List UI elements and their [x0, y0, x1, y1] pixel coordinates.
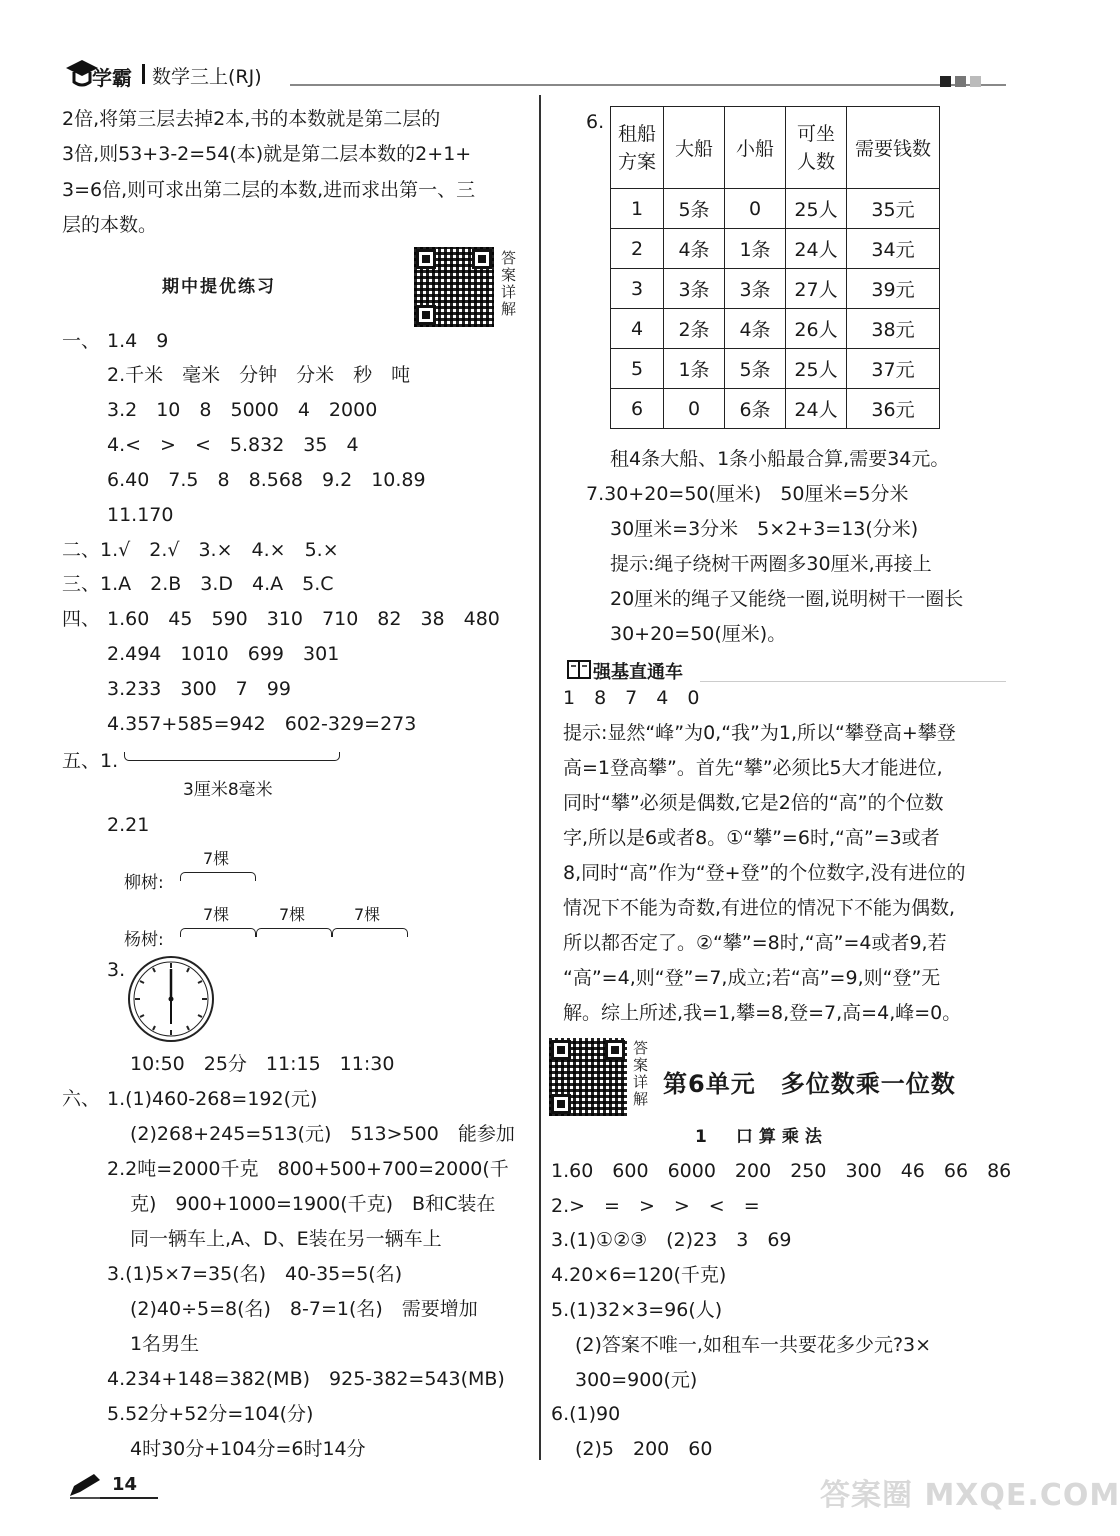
lesson-line: 5.(1)32×3=96(人) [551, 1299, 723, 1321]
table-cell: 1条 [664, 349, 725, 389]
answer-line: 11.170 [107, 504, 174, 526]
table-cell: 5条 [664, 189, 725, 229]
answer-line: 4.< > < 5.832 35 4 [107, 434, 359, 456]
poplar-count-2: 7棵 [279, 905, 306, 924]
table-row [611, 269, 940, 309]
poplar-brace-2 [256, 928, 332, 937]
hint-line: 所以都否定了。②“攀”=8时,“高”=4或者9,若 [563, 932, 947, 954]
unit-title: 第6单元 多位数乘一位数 [663, 1070, 956, 1098]
table-cell: 4条 [725, 309, 786, 349]
table-cell: 6条 [725, 389, 786, 429]
answer-line: 6.40 7.5 8 8.568 9.2 10.89 [107, 469, 426, 491]
table-cell: 3条 [725, 269, 786, 309]
table-cell: 3 [611, 269, 664, 309]
table-cell: 24人 [786, 229, 847, 269]
table-cell: 2 [611, 229, 664, 269]
rental-table [610, 106, 940, 429]
section-3-line: 三、1.A 2.B 3.D 4.A 5.C [62, 573, 334, 595]
header-squares [940, 72, 981, 91]
table-cell: 38元 [847, 309, 940, 349]
table-cell: 6 [611, 389, 664, 429]
answer-digits: 1 8 7 4 0 [563, 687, 700, 709]
table-row [611, 229, 940, 269]
question-7-line: 30厘米=3分米 5×2+3=13(分米) [610, 518, 919, 540]
question-7-line: 提示:绳子绕树干两圈多30厘米,再接上 [610, 553, 932, 575]
answer-line: 1.60 45 590 310 710 82 38 480 [107, 608, 500, 630]
section-4-label: 四、 [62, 608, 101, 630]
section-title-midterm: 期中提优练习 [162, 277, 276, 297]
section-5-label: 五、1. [62, 750, 119, 772]
qr-code-icon[interactable] [549, 1038, 627, 1116]
segment-brace [124, 752, 340, 761]
hint-line: 高=1登高攀”。首先“攀”必须比5大才能进位, [563, 757, 943, 779]
answer-line: 4.357+585=942 602-329=273 [107, 713, 417, 735]
lesson-line: 3.(1)①②③ (2)23 3 69 [551, 1229, 792, 1251]
lesson-line: 1.60 600 6000 200 250 300 46 66 86 [551, 1160, 1012, 1182]
table-cell: 27人 [786, 269, 847, 309]
intro-line: 3倍,则53+3-2=54(本)就是第二层本数的2+1+ [62, 143, 472, 165]
table-row [611, 389, 940, 429]
intro-line: 层的本数。 [62, 214, 158, 236]
poplar-brace-1 [180, 928, 256, 937]
hint-line: 情况下不能为奇数,有进位的情况下不能为偶数, [563, 897, 956, 919]
header-divider [142, 64, 145, 84]
lesson-line: (2)答案不唯一,如租车一共要花多少元?3× [575, 1334, 932, 1356]
footer-rule [100, 1497, 158, 1499]
answer-line: 4.234+148=382(MB) 925-382=543(MB) [107, 1368, 505, 1390]
section-2-line: 二、1.√ 2.√ 3.× 4.× 5.× [62, 539, 339, 561]
lesson-line: 2.> = > > < = [551, 1195, 760, 1217]
willow-brace [180, 872, 256, 881]
table-header: 大船 [664, 107, 725, 189]
header-book-title: 数学三上(RJ) [152, 66, 262, 88]
table-header: 需要钱数 [847, 107, 940, 189]
hint-line: 同时“攀”必须是偶数,它是2倍的“高”的个位数 [563, 792, 944, 814]
table-cell: 25人 [786, 189, 847, 229]
poplar-count-1: 7棵 [203, 905, 230, 924]
lesson-title: 1 口算乘法 [695, 1127, 828, 1147]
answer-line: 3.(1)5×7=35(名) 40-35=5(名) [107, 1263, 403, 1285]
book-icon [567, 659, 591, 681]
answer-line: 1.4 9 [107, 330, 169, 352]
answer-line: 2.21 [107, 814, 150, 836]
table-cell: 4条 [664, 229, 725, 269]
table-cell: 36元 [847, 389, 940, 429]
table-cell: 26人 [786, 309, 847, 349]
table-header: 可坐人数 [786, 107, 847, 189]
table-cell: 3条 [664, 269, 725, 309]
page-number: 14 [112, 1474, 138, 1495]
table-header: 租船方案 [611, 107, 664, 189]
answer-line: 4时30分+104分=6时14分 [130, 1438, 366, 1460]
lesson-line: (2)5 200 60 [575, 1438, 713, 1460]
answer-line: 2.2吨=2000千克 800+500+700=2000(千 [107, 1158, 509, 1180]
hint-line: 8,同时“高”作为“登+登”的个位数字,没有进位的 [563, 862, 966, 884]
header-rule [290, 84, 1006, 86]
answer-line: (2)268+245=513(元) 513>500 能参加 [130, 1123, 515, 1145]
table-cell: 5条 [725, 349, 786, 389]
answer-line: 3. [107, 959, 126, 981]
table-cell: 35元 [847, 189, 940, 229]
intro-line: 3=6倍,则可求出第二层的本数,进而求出第一、三 [62, 179, 476, 201]
lesson-line: 6.(1)90 [551, 1403, 621, 1425]
answer-line: 同一辆车上,A、D、E装在另一辆车上 [130, 1228, 442, 1250]
intro-line: 2倍,将第三层去掉2本,书的本数就是第二层的 [62, 108, 441, 130]
table-cell: 0 [725, 189, 786, 229]
table-cell: 0 [664, 389, 725, 429]
table-cell: 1条 [725, 229, 786, 269]
table-row [611, 189, 940, 229]
answer-line: 3.233 300 7 99 [107, 678, 291, 700]
table-cell: 5 [611, 349, 664, 389]
column-divider [539, 95, 541, 1460]
hint-line: 字,所以是6或者8。①“攀”=6时,“高”=3或者 [563, 827, 940, 849]
answer-line: 2.千米 毫米 分钟 分米 秒 吨 [107, 364, 411, 386]
qr-caption: 答案详解 [632, 1039, 648, 1108]
table-cell: 37元 [847, 349, 940, 389]
question-6-label: 6. [586, 111, 605, 133]
poplar-brace-3 [332, 928, 408, 937]
answer-line: 10:50 25分 11:15 11:30 [130, 1053, 395, 1075]
table-row [611, 349, 940, 389]
table-row [611, 309, 940, 349]
box-rule [700, 681, 1006, 682]
answer-line: 1.(1)460-268=192(元) [107, 1088, 318, 1110]
box-title: 强基直通车 [593, 662, 683, 683]
table-cell: 25人 [786, 349, 847, 389]
pencil-icon [66, 1472, 106, 1500]
answer-line: 2.494 1010 699 301 [107, 643, 340, 665]
header-brand: 学霸 [92, 66, 132, 90]
hint-line: “高”=4,则“登”=7,成立;若“高”=9,则“登”无 [563, 967, 941, 989]
qr-code-icon[interactable] [414, 247, 494, 327]
table-cell: 39元 [847, 269, 940, 309]
table-cell: 4 [611, 309, 664, 349]
table-cell: 24人 [786, 389, 847, 429]
hint-line: 提示:显然“峰”为0,“我”为1,所以“攀登高+攀登 [563, 722, 956, 744]
section-1-label: 一、 [62, 330, 101, 352]
hint-line: 解。综上所述,我=1,攀=8,登=7,高=4,峰=0。 [563, 1002, 962, 1024]
question-6-answer: 租4条大船、1条小船最合算,需要34元。 [610, 448, 950, 470]
question-7-line: 30+20=50(厘米)。 [610, 623, 787, 645]
answer-line: 3.2 10 8 5000 4 2000 [107, 399, 378, 421]
lesson-line: 4.20×6=120(千克) [551, 1264, 727, 1286]
answer-line: 1名男生 [130, 1333, 200, 1355]
table-header: 小船 [725, 107, 786, 189]
table-cell: 1 [611, 189, 664, 229]
clock-icon [126, 954, 216, 1044]
willow-label: 柳树: [124, 873, 164, 893]
answer-line: 克) 900+1000=1900(千克) B和C装在 [130, 1193, 496, 1215]
willow-count: 7棵 [203, 849, 230, 868]
answer-line: 5.52分+52分=104(分) [107, 1403, 314, 1425]
table-cell: 34元 [847, 229, 940, 269]
segment-label: 3厘米8毫米 [183, 780, 273, 800]
question-7-line: 7.30+20=50(厘米) 50厘米=5分米 [586, 483, 909, 505]
answer-line: (2)40÷5=8(名) 8-7=1(名) 需要增加 [130, 1298, 478, 1320]
poplar-count-3: 7棵 [354, 905, 381, 924]
poplar-label: 杨树: [124, 930, 164, 950]
lesson-line: 300=900(元) [575, 1369, 698, 1391]
qr-caption: 答案详解 [500, 249, 516, 318]
section-6-label: 六、 [62, 1088, 101, 1110]
table-cell: 2条 [664, 309, 725, 349]
question-7-line: 20厘米的绳子又能绕一圈,说明树干一圈长 [610, 588, 964, 610]
watermark: 答案圈 MXQE.COM [820, 1478, 1120, 1513]
